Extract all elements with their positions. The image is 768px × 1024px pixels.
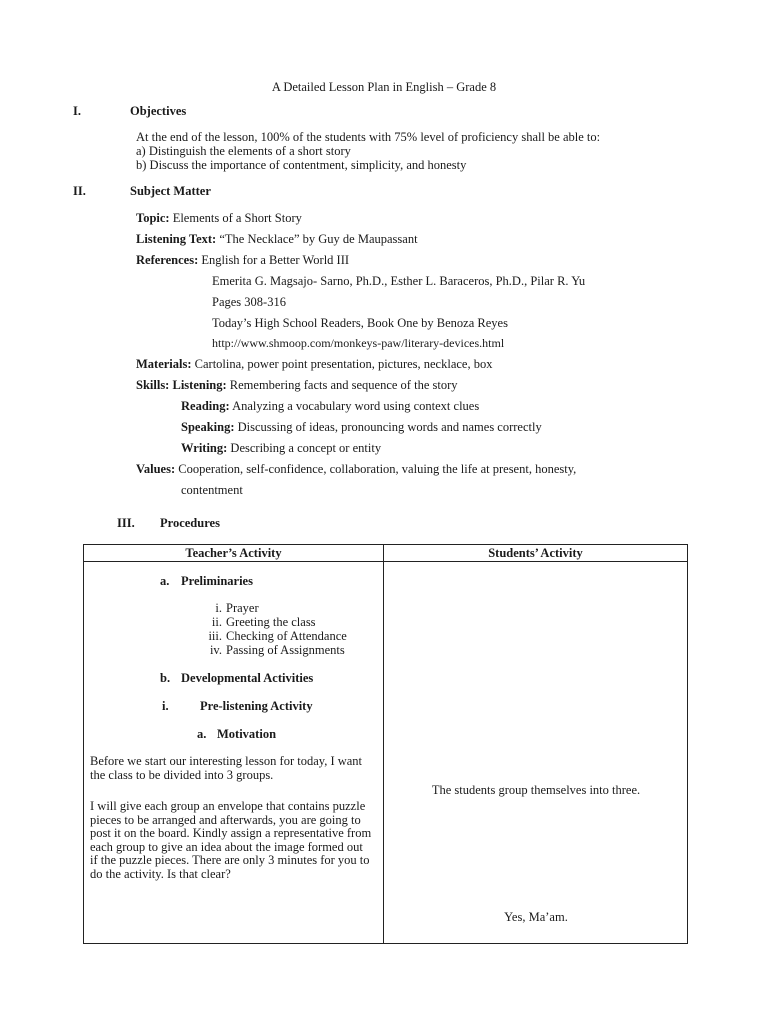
- motivation-paragraph-2: I will give each group an envelope that contains puzzle pieces to be arranged and afterwards, you are going to post it on the board. Kindly assign a representative from each group to give an idea about the image formed out if the puzzle pieces. There are only 3 minutes for you to do the activity. Is that clear?: [90, 799, 372, 881]
- prelim-item: Checking of Attendance: [226, 629, 347, 643]
- procedures-table: [83, 544, 688, 944]
- students-activity-header: Students’ Activity: [384, 545, 688, 562]
- developmental-marker: b.: [160, 671, 171, 685]
- developmental-heading: Developmental Activities: [181, 671, 314, 685]
- listening-text-line: [136, 232, 418, 247]
- values-value: Cooperation, self-confidence, collaboration, valuing the life at present, honesty,: [178, 462, 577, 476]
- writing-skill-line: [181, 441, 381, 456]
- prelim-item: Prayer: [226, 601, 259, 615]
- writing-label: Writing:: [181, 441, 228, 455]
- values-label: Values:: [136, 462, 176, 476]
- prelistening-marker: i.: [162, 699, 169, 713]
- prelim-item-number: iii.: [208, 629, 222, 643]
- speaking-skill-line: [181, 420, 542, 435]
- section-numeral-objectives: I.: [73, 104, 81, 118]
- listening-skill-label: Listening:: [172, 378, 227, 392]
- topic-label: Topic:: [136, 211, 170, 225]
- reading-skill-line: [181, 399, 479, 414]
- listening-text-label: Listening Text:: [136, 232, 217, 246]
- topic-value: Elements of a Short Story: [172, 211, 302, 225]
- student-response: Yes, Ma’am.: [504, 910, 568, 924]
- materials-line: [136, 357, 492, 372]
- prelim-item: Greeting the class: [226, 615, 316, 629]
- section-heading-procedures: Procedures: [160, 516, 220, 530]
- objective-item: a) Distinguish the elements of a short story: [136, 144, 351, 158]
- references-value: English for a Better World III: [201, 253, 350, 267]
- materials-value: Cartolina, power point presentation, pictures, necklace, box: [194, 357, 493, 371]
- motivation-paragraph-1: Before we start our interesting lesson for today, I want the class to be divided into 3 groups.: [90, 754, 363, 782]
- preliminaries-marker: a.: [160, 574, 170, 588]
- values-line: [136, 462, 576, 477]
- section-numeral-subject-matter: II.: [73, 184, 86, 198]
- skills-label: Skills:: [136, 378, 170, 392]
- speaking-value: Discussing of ideas, pronouncing words and names correctly: [237, 420, 542, 434]
- preliminaries-heading: Preliminaries: [181, 574, 253, 588]
- references-line: [136, 253, 349, 268]
- prelim-item-number: iv.: [209, 643, 222, 657]
- reference-url: http://www.shmoop.com/monkeys-paw/literary-devices.html: [212, 336, 505, 350]
- students-activity-cell: [384, 562, 687, 943]
- motivation-marker: a.: [197, 727, 207, 741]
- speaking-label: Speaking:: [181, 420, 235, 434]
- reference-line: Today’s High School Readers, Book One by Benoza Reyes: [212, 316, 508, 330]
- teacher-activity-cell: [84, 562, 383, 943]
- section-heading-subject-matter: Subject Matter: [130, 184, 211, 198]
- reading-value: Analyzing a vocabulary word using context clues: [232, 399, 480, 413]
- values-continuation: contentment: [181, 483, 243, 497]
- section-numeral-procedures: III.: [117, 516, 135, 530]
- objectives-intro: At the end of the lesson, 100% of the students with 75% level of proficiency shall be able to:: [136, 130, 601, 144]
- prelim-item: Passing of Assignments: [226, 643, 345, 657]
- teacher-activity-header: Teacher’s Activity: [84, 545, 384, 562]
- reference-line: Emerita G. Magsajo- Sarno, Ph.D., Esther L. Baraceros, Ph.D., Pilar R. Yu: [212, 274, 586, 288]
- listening-skill-value: Remembering facts and sequence of the story: [229, 378, 458, 392]
- objective-item: b) Discuss the importance of contentment, simplicity, and honesty: [136, 158, 467, 172]
- skills-line: [136, 378, 458, 393]
- materials-label: Materials:: [136, 357, 192, 371]
- motivation-heading: Motivation: [217, 727, 277, 741]
- student-response: The students group themselves into three.: [431, 783, 641, 797]
- page-title: A Detailed Lesson Plan in English – Grade 8: [271, 80, 497, 94]
- references-label: References:: [136, 253, 199, 267]
- section-heading-objectives: Objectives: [130, 104, 187, 118]
- topic-line: [136, 211, 302, 226]
- prelistening-heading: Pre-listening Activity: [200, 699, 313, 713]
- prelim-item-number: ii.: [211, 615, 222, 629]
- reference-line: Pages 308-316: [212, 295, 286, 309]
- writing-value: Describing a concept or entity: [230, 441, 382, 455]
- prelim-item-number: i.: [215, 601, 222, 615]
- listening-text-value: “The Necklace” by Guy de Maupassant: [219, 232, 418, 246]
- reading-label: Reading:: [181, 399, 230, 413]
